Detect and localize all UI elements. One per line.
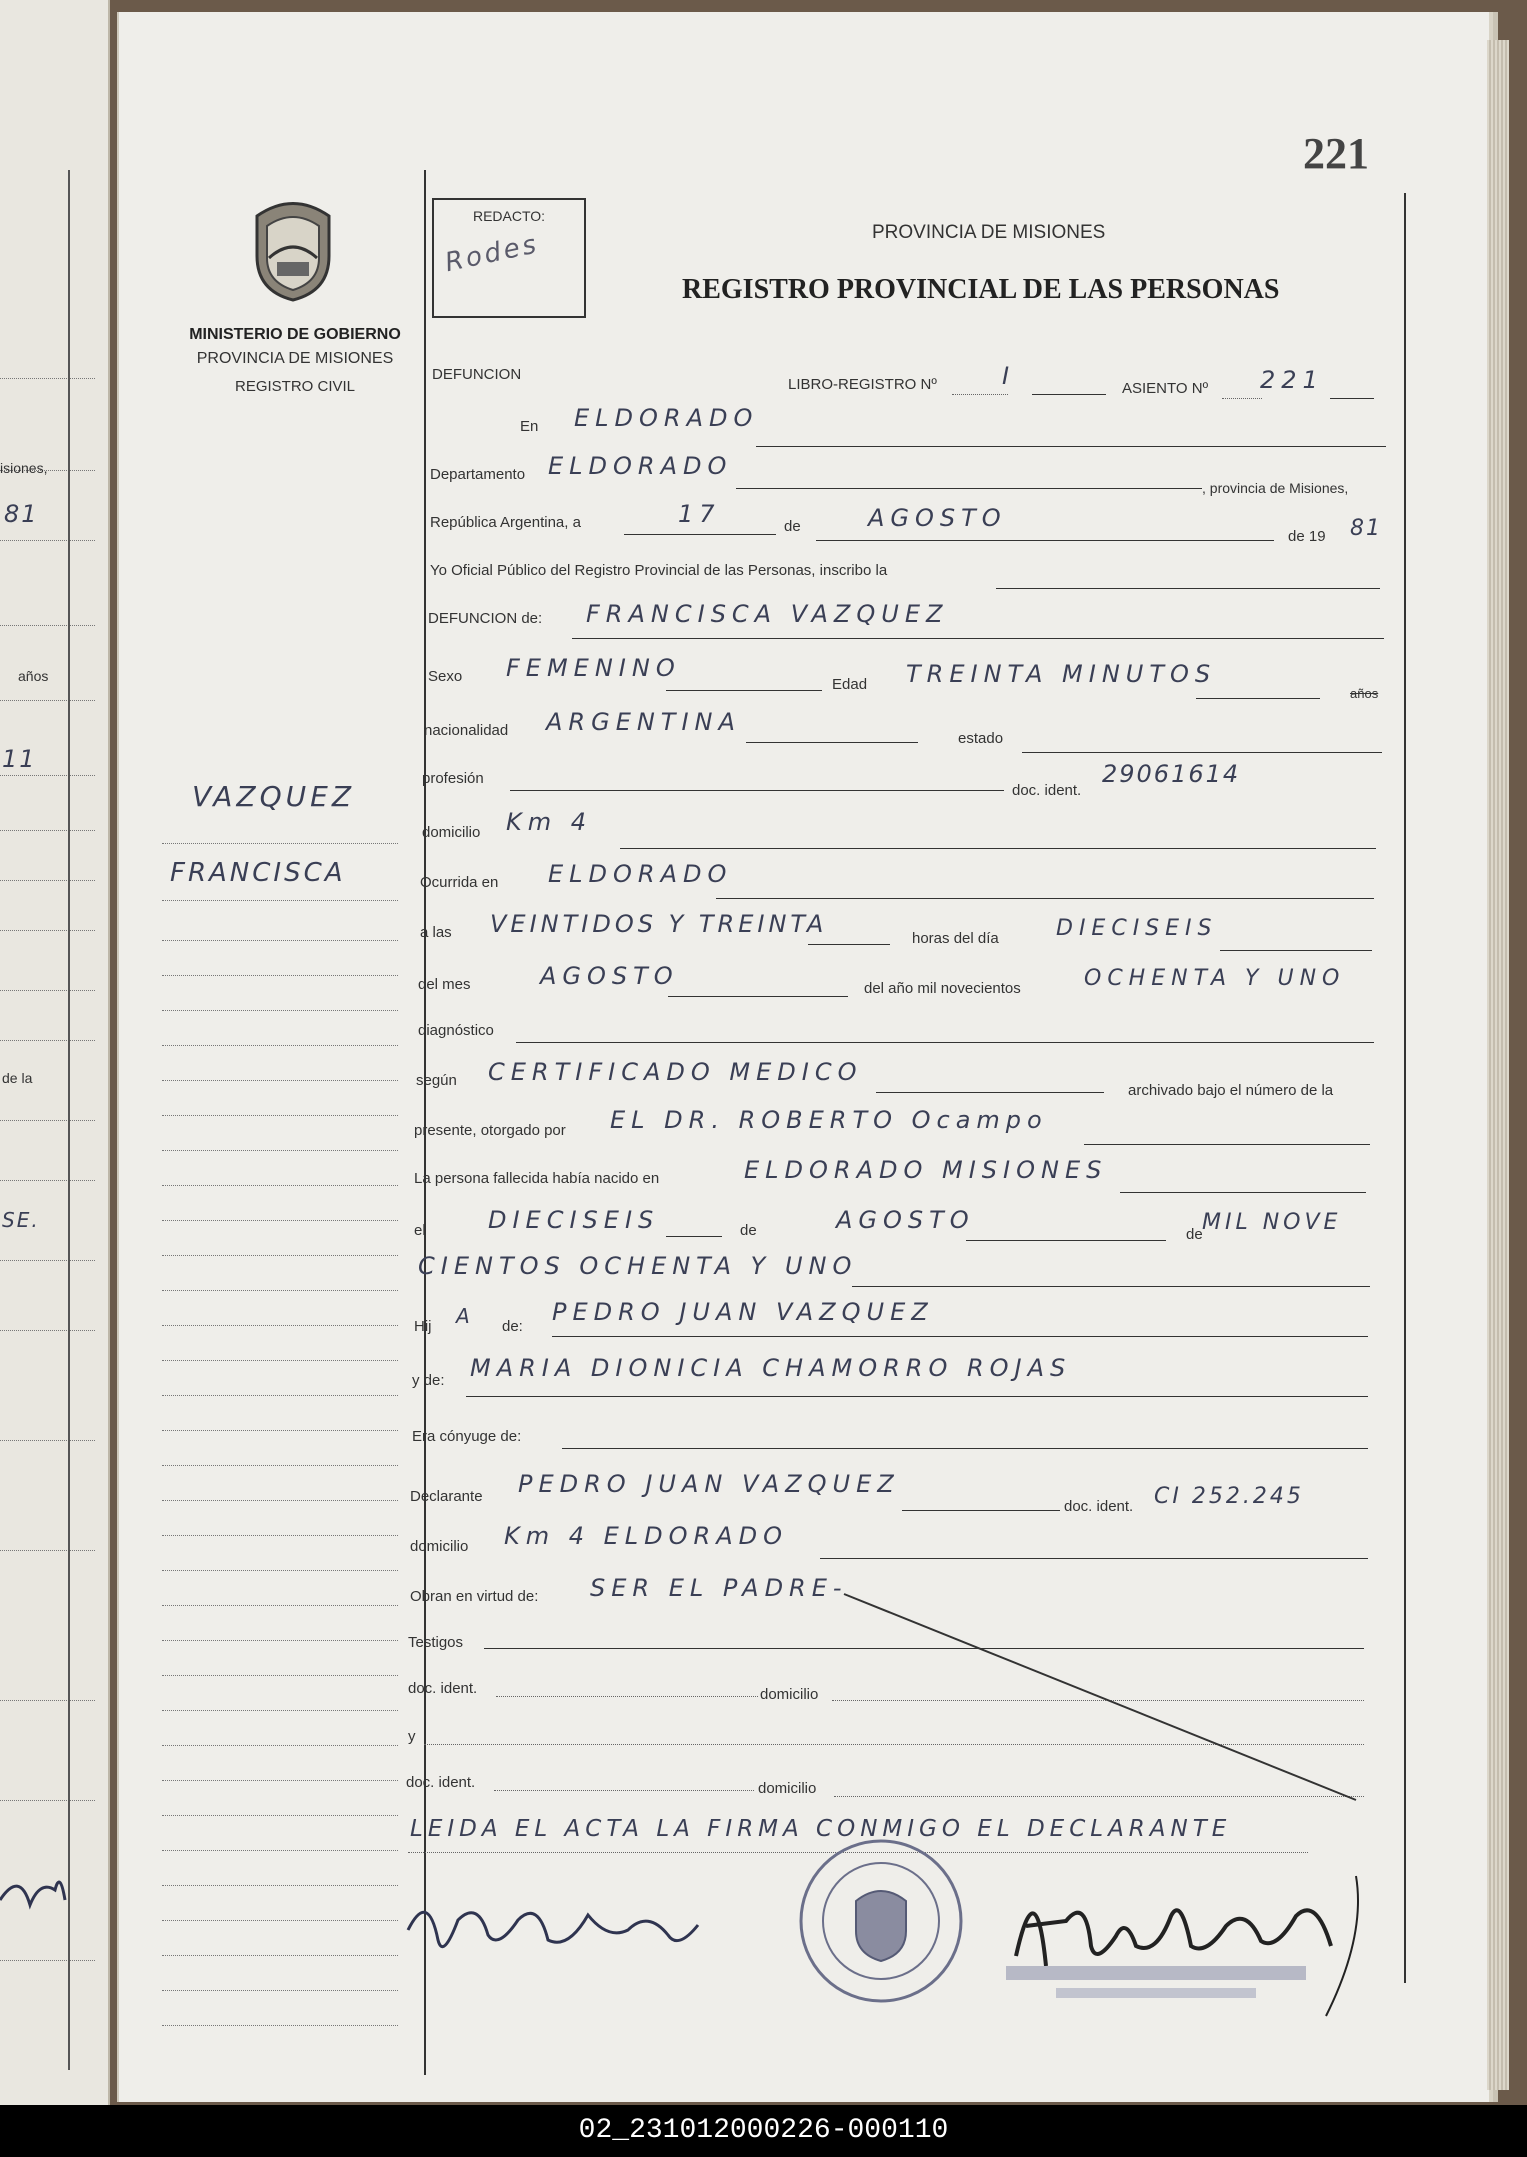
del-mes-value: AGOSTO — [540, 962, 679, 990]
y-label: y — [408, 1728, 416, 1745]
day-value: 17 — [678, 500, 721, 528]
left-fragment: años — [18, 668, 49, 684]
ministry-name: MINISTERIO DE GOBIERNO — [189, 326, 401, 343]
testigo2-doc-label: doc. ident. — [406, 1774, 476, 1791]
el-day-value: DIECISEIS — [488, 1206, 660, 1234]
testigos-label: Testigos — [408, 1634, 464, 1651]
asiento-label: ASIENTO Nº — [1122, 380, 1209, 397]
el-label: el — [414, 1222, 426, 1239]
hij-label: Hij — [414, 1318, 432, 1335]
estado-label: estado — [958, 730, 1004, 747]
decl-doc-label: doc. ident. — [1064, 1498, 1134, 1515]
de-label: de — [784, 518, 801, 535]
ocurrida-label: Ocurrida en — [420, 874, 499, 891]
year-prefix: de 19 — [1288, 528, 1326, 545]
defuncion-de-label: DEFUNCION de: — [428, 610, 543, 627]
nacionalidad-value: ARGENTINA — [546, 708, 741, 736]
ministry-header — [160, 326, 430, 395]
redacto-box — [432, 198, 586, 318]
domicilio-label: domicilio — [422, 824, 481, 841]
doc-ident-label: doc. ident. — [1012, 782, 1082, 799]
testigo-doc-label: doc. ident. — [408, 1680, 478, 1697]
margin-given-name: FRANCISCA — [170, 858, 346, 888]
left-facing-page — [0, 0, 110, 2105]
page-stack-edge — [1487, 40, 1509, 2090]
left-fragment: isiones, — [0, 460, 48, 476]
left-fragment: 81 — [4, 500, 39, 528]
decl-doc-value: CI 252.245 — [1154, 1484, 1304, 1509]
obran-value: SER EL PADRE- — [590, 1574, 848, 1602]
official-signature — [996, 1856, 1376, 2026]
official-round-stamp — [796, 1836, 966, 2006]
horas-label: horas del día — [912, 930, 999, 947]
left-fragment: SE. — [2, 1208, 40, 1232]
declarant-signature — [398, 1880, 728, 1970]
declarante-label: Declarante — [410, 1488, 483, 1505]
profesion-label: profesión — [422, 770, 484, 787]
page-number: 221 — [1303, 129, 1369, 178]
a-las-value: VEINTIDOS Y TREINTA — [490, 910, 828, 938]
del-anio-label: del año mil novecientos — [864, 980, 1021, 997]
en-label: En — [520, 418, 539, 435]
declarante-value: PEDRO JUAN VAZQUEZ — [518, 1470, 900, 1498]
asiento-value: 221 — [1260, 366, 1324, 394]
coat-of-arms-emblem — [247, 196, 339, 302]
nacido-value: ELDORADO MISIONES — [744, 1156, 1108, 1184]
sexo-value: FEMENINO — [506, 654, 681, 682]
el-year-value-2: CIENTOS OCHENTA Y UNO — [418, 1252, 858, 1280]
presente-label: presente, otorgado por — [414, 1122, 566, 1139]
libro-label: LIBRO-REGISTRO Nº — [788, 376, 937, 393]
left-fragment: 11 — [2, 745, 37, 773]
el-year-value-1: MIL NOVE — [1202, 1210, 1342, 1235]
padre-value: PEDRO JUAN VAZQUEZ — [552, 1298, 934, 1326]
el-de-label: de — [740, 1222, 757, 1239]
redacto-value: Rodes — [442, 229, 542, 279]
edad-value: TREINTA MINUTOS — [906, 660, 1217, 688]
diagnostico-label: diagnóstico — [418, 1022, 494, 1039]
margin-surname: VAZQUEZ — [192, 780, 355, 813]
oficial-text: Yo Oficial Público del Registro Provincial de las Personas, inscribo la — [430, 562, 888, 579]
departamento-label: Departamento — [430, 466, 526, 483]
image-id-bar: 02_231012000226-000110 — [0, 2105, 1527, 2157]
month-value: AGOSTO — [868, 504, 1007, 532]
nacionalidad-label: nacionalidad — [424, 722, 509, 739]
a-las-label: a las — [420, 924, 452, 941]
del-anio-value: OCHENTA Y UNO — [1084, 966, 1346, 991]
domicilio-value: Km 4 — [506, 808, 593, 836]
departamento-value: ELDORADO — [548, 452, 733, 480]
conyuge-label: Era cónyuge de: — [412, 1428, 522, 1445]
en-value: ELDORADO — [574, 404, 759, 432]
doc-ident-value: 29061614 — [1102, 760, 1241, 788]
horas-value: DIECISEIS — [1056, 916, 1218, 941]
republica-label: República Argentina, a — [430, 514, 581, 531]
registry-title: REGISTRO PROVINCIAL DE LAS PERSONAS — [682, 274, 1280, 305]
left-page-column-rule — [68, 170, 70, 2070]
segun-label: según — [416, 1072, 457, 1089]
testigo2-domicilio-label: domicilio — [758, 1780, 817, 1797]
y-de-label: y de: — [412, 1372, 445, 1389]
record-type: DEFUNCION — [432, 366, 522, 383]
el-month-value: AGOSTO — [836, 1206, 975, 1234]
del-mes-label: del mes — [418, 976, 471, 993]
libro-value: I — [1002, 362, 1016, 390]
decl-domicilio-label: domicilio — [410, 1538, 469, 1555]
edad-label: Edad — [832, 676, 868, 693]
left-page-signature-fragment — [0, 1860, 70, 1920]
ministry-registry: REGISTRO CIVIL — [234, 378, 356, 395]
province-title: PROVINCIA DE MISIONES — [872, 222, 1106, 243]
ocurrida-value: ELDORADO — [548, 860, 733, 888]
provincia-suffix: , provincia de Misiones, — [1202, 480, 1349, 496]
defuncion-de-value: FRANCISCA VAZQUEZ — [586, 600, 949, 628]
anos-label: años — [1350, 686, 1379, 701]
archivado-label: archivado bajo el número de la — [1128, 1082, 1334, 1099]
year-value: 81 — [1350, 516, 1382, 541]
nacido-label: La persona fallecida había nacido en — [414, 1170, 660, 1187]
decl-domicilio-value: Km 4 ELDORADO — [504, 1522, 789, 1550]
obran-label: Obran en virtud de: — [410, 1588, 539, 1605]
redacto-label: REDACTO: — [472, 208, 546, 224]
presente-value: EL DR. ROBERTO Ocampo — [610, 1106, 1048, 1134]
testigo-domicilio-label: domicilio — [760, 1686, 819, 1703]
left-fragment: de la — [2, 1070, 33, 1086]
closing-diagonal-line — [424, 1586, 1408, 1806]
ministry-province: PROVINCIA DE MISIONES — [196, 350, 394, 367]
closing-text: LEIDA EL ACTA LA FIRMA CONMIGO EL DECLARANTE — [410, 1816, 1232, 1842]
el-de2-label: de — [1186, 1226, 1203, 1243]
hij-suffix: A — [456, 1304, 476, 1328]
hij-de-label: de: — [502, 1318, 523, 1335]
madre-value: MARIA DIONICIA CHAMORRO ROJAS — [470, 1354, 1072, 1382]
segun-value: CERTIFICADO MEDICO — [488, 1058, 863, 1086]
sexo-label: Sexo — [428, 668, 463, 685]
